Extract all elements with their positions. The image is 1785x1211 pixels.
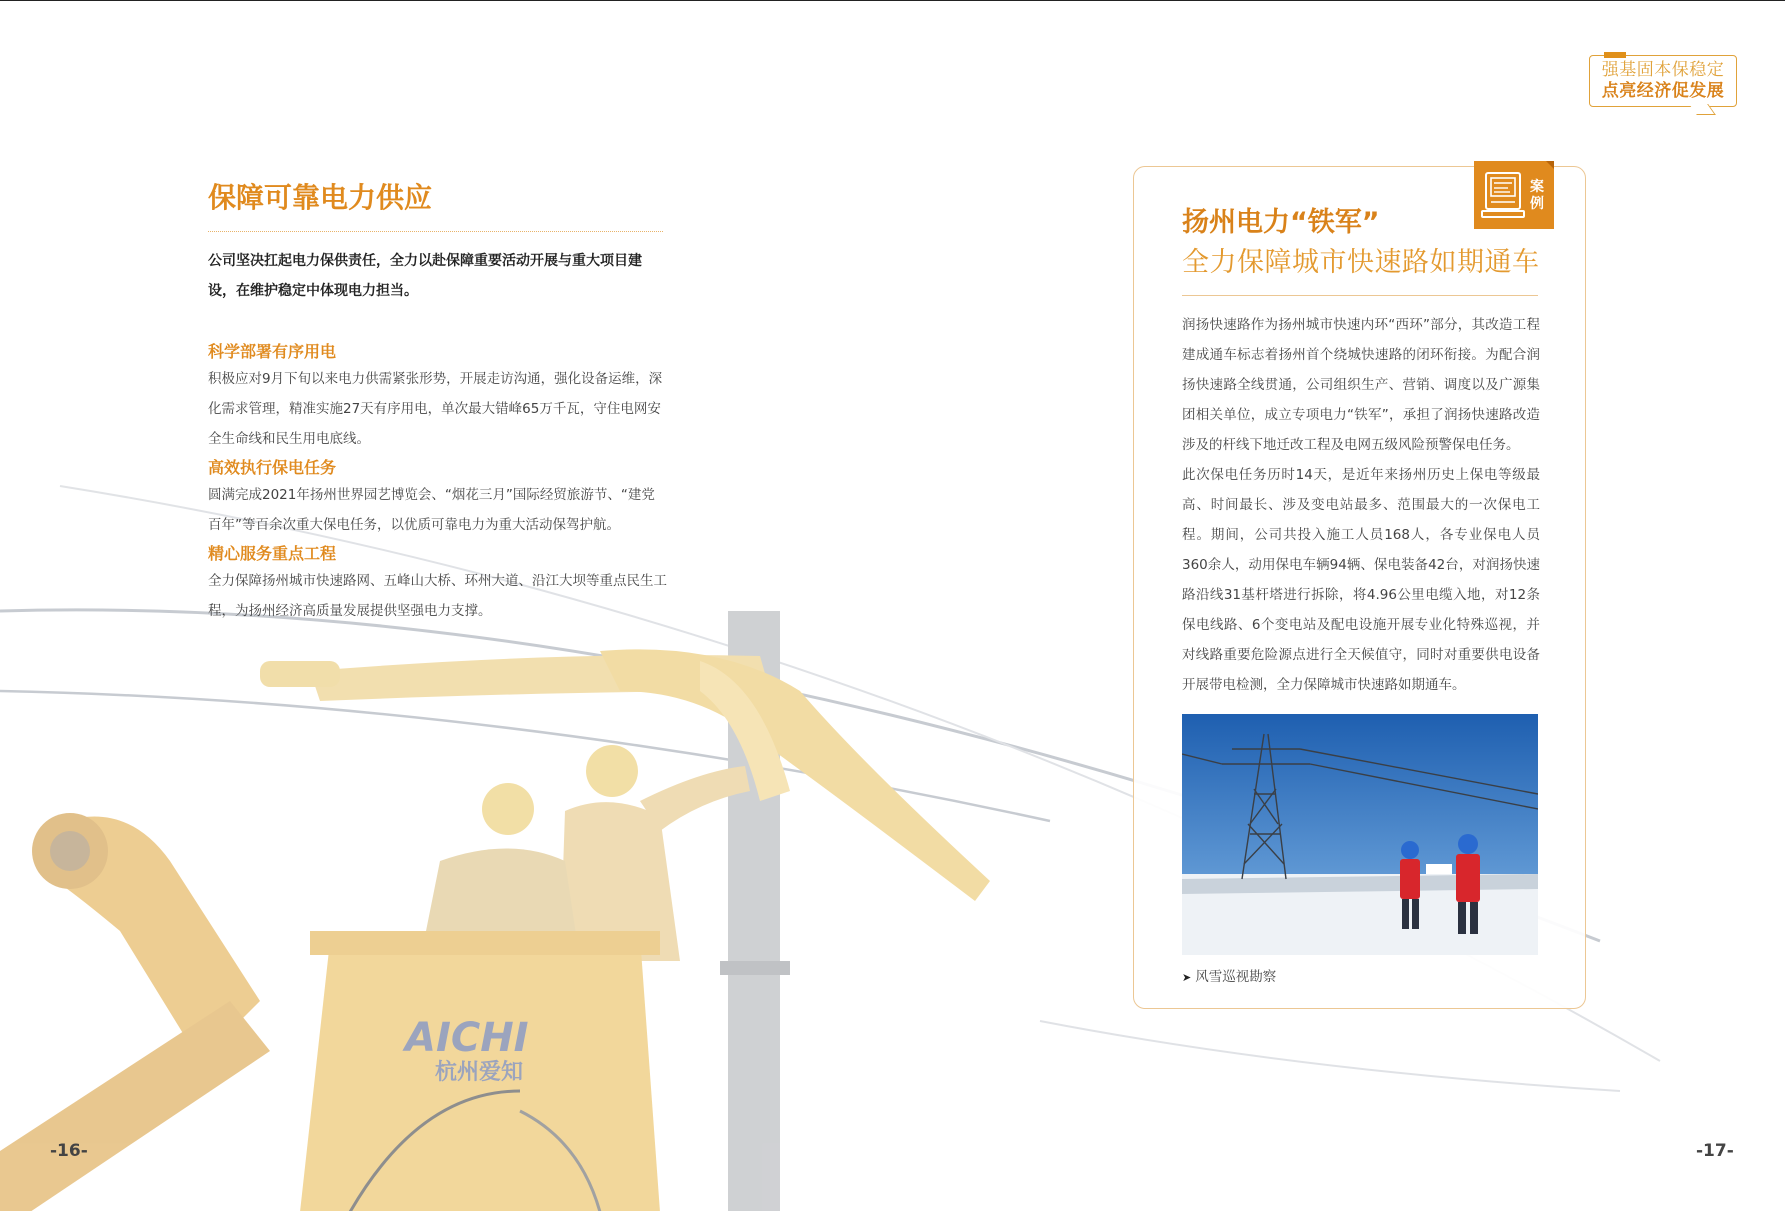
subsection-title: 高效执行保电任务: [208, 458, 337, 477]
snow-patrol-photo: [1182, 714, 1538, 955]
tag-fold-decoration: [1546, 161, 1554, 169]
section-divider: [208, 231, 663, 232]
header-badge: [1589, 55, 1737, 107]
case-subtitle: 全力保障城市快速路如期通车: [1182, 247, 1540, 278]
subsection-text: 圆满完成2021年扬州世界园艺博览会、“烟花三月”国际经贸旅游节、“建党百年”等百余次重大保电任务，以优质可靠电力为重大活动保驾护航。: [208, 487, 655, 533]
case-tag: [1474, 161, 1554, 229]
document-monitor-icon: [1480, 169, 1526, 221]
caption-text: 风雪巡视勘察: [1195, 969, 1277, 985]
page-number-right: -17-: [1696, 1141, 1734, 1161]
subsection-text: 积极应对9月下旬以来电力供需紧张形势，开展走访沟通，强化设备运维，深化需求管理，精准实施27天有序用电，单次最大错峰65万千瓦，守住电网安全生命线和民生用电底线。: [208, 371, 663, 447]
photo-caption: [1182, 967, 1276, 988]
section-intro: 公司坚决扛起电力保供责任，全力以赴保障重要活动开展与重大项目建设，在维护稳定中体现电力担当。: [208, 253, 642, 299]
vehicle-brand: AICHI: [405, 1015, 529, 1061]
subsection-title: 科学部署有序用电: [208, 342, 337, 361]
caption-arrow-icon: ➤: [1182, 971, 1192, 984]
case-paragraph: 润扬快速路作为扬州城市快速内环“西环”部分，其改造工程建成通车标志着扬州首个绕城快速路的闭环衔接。为配合润扬快速路全线贯通，公司组织生产、营销、调度以及广源集团相关单位，成立专项电力“铁军”，承担了润扬快速路改造涉及的杆线下地迁改工程及电网五级风险预警保电任务。: [1182, 317, 1540, 453]
badge-tab-decoration: [1604, 52, 1626, 58]
subsection-title: 精心服务重点工程: [208, 544, 337, 563]
header-badge-line1: 强基固本保稳定: [1601, 60, 1725, 80]
case-body: [1182, 310, 1540, 700]
case-divider: [1182, 295, 1538, 296]
header-badge-line2: 点亮经济促发展: [1601, 81, 1725, 101]
page-number-left: -16-: [50, 1141, 88, 1161]
vehicle-brand-cn: 杭州爱知: [435, 1060, 524, 1085]
case-paragraph: 此次保电任务历时14天，是近年来扬州历史上保电等级最高、时间最长、涉及变电站最多、范围最大的一次保电工程。期间，公司共投入施工人员168人，各专业保电人员360余人，动用保电车辆94辆、保电装备42台，对润扬快速路沿线31基杆塔进行拆除，将4.96公里电缆入地，对12条保电线路、6个变电站及配电设施开展专业化特殊巡视，并对线路重要危险源点进行全天候值守，同时对重要供电设备开展带电检测，全力保障城市快速路如期通车。: [1182, 467, 1540, 693]
case-title: 扬州电力“铁军”: [1182, 207, 1380, 238]
left-column: [208, 171, 668, 626]
case-tag-label: 案例: [1530, 179, 1544, 212]
subsection-text: 全力保障扬州城市快速路网、五峰山大桥、环州大道、沿江大坝等重点民生工程，为扬州经济高质量发展提供坚强电力支撑。: [208, 573, 667, 619]
section-title: 保障可靠电力供应: [208, 181, 433, 214]
